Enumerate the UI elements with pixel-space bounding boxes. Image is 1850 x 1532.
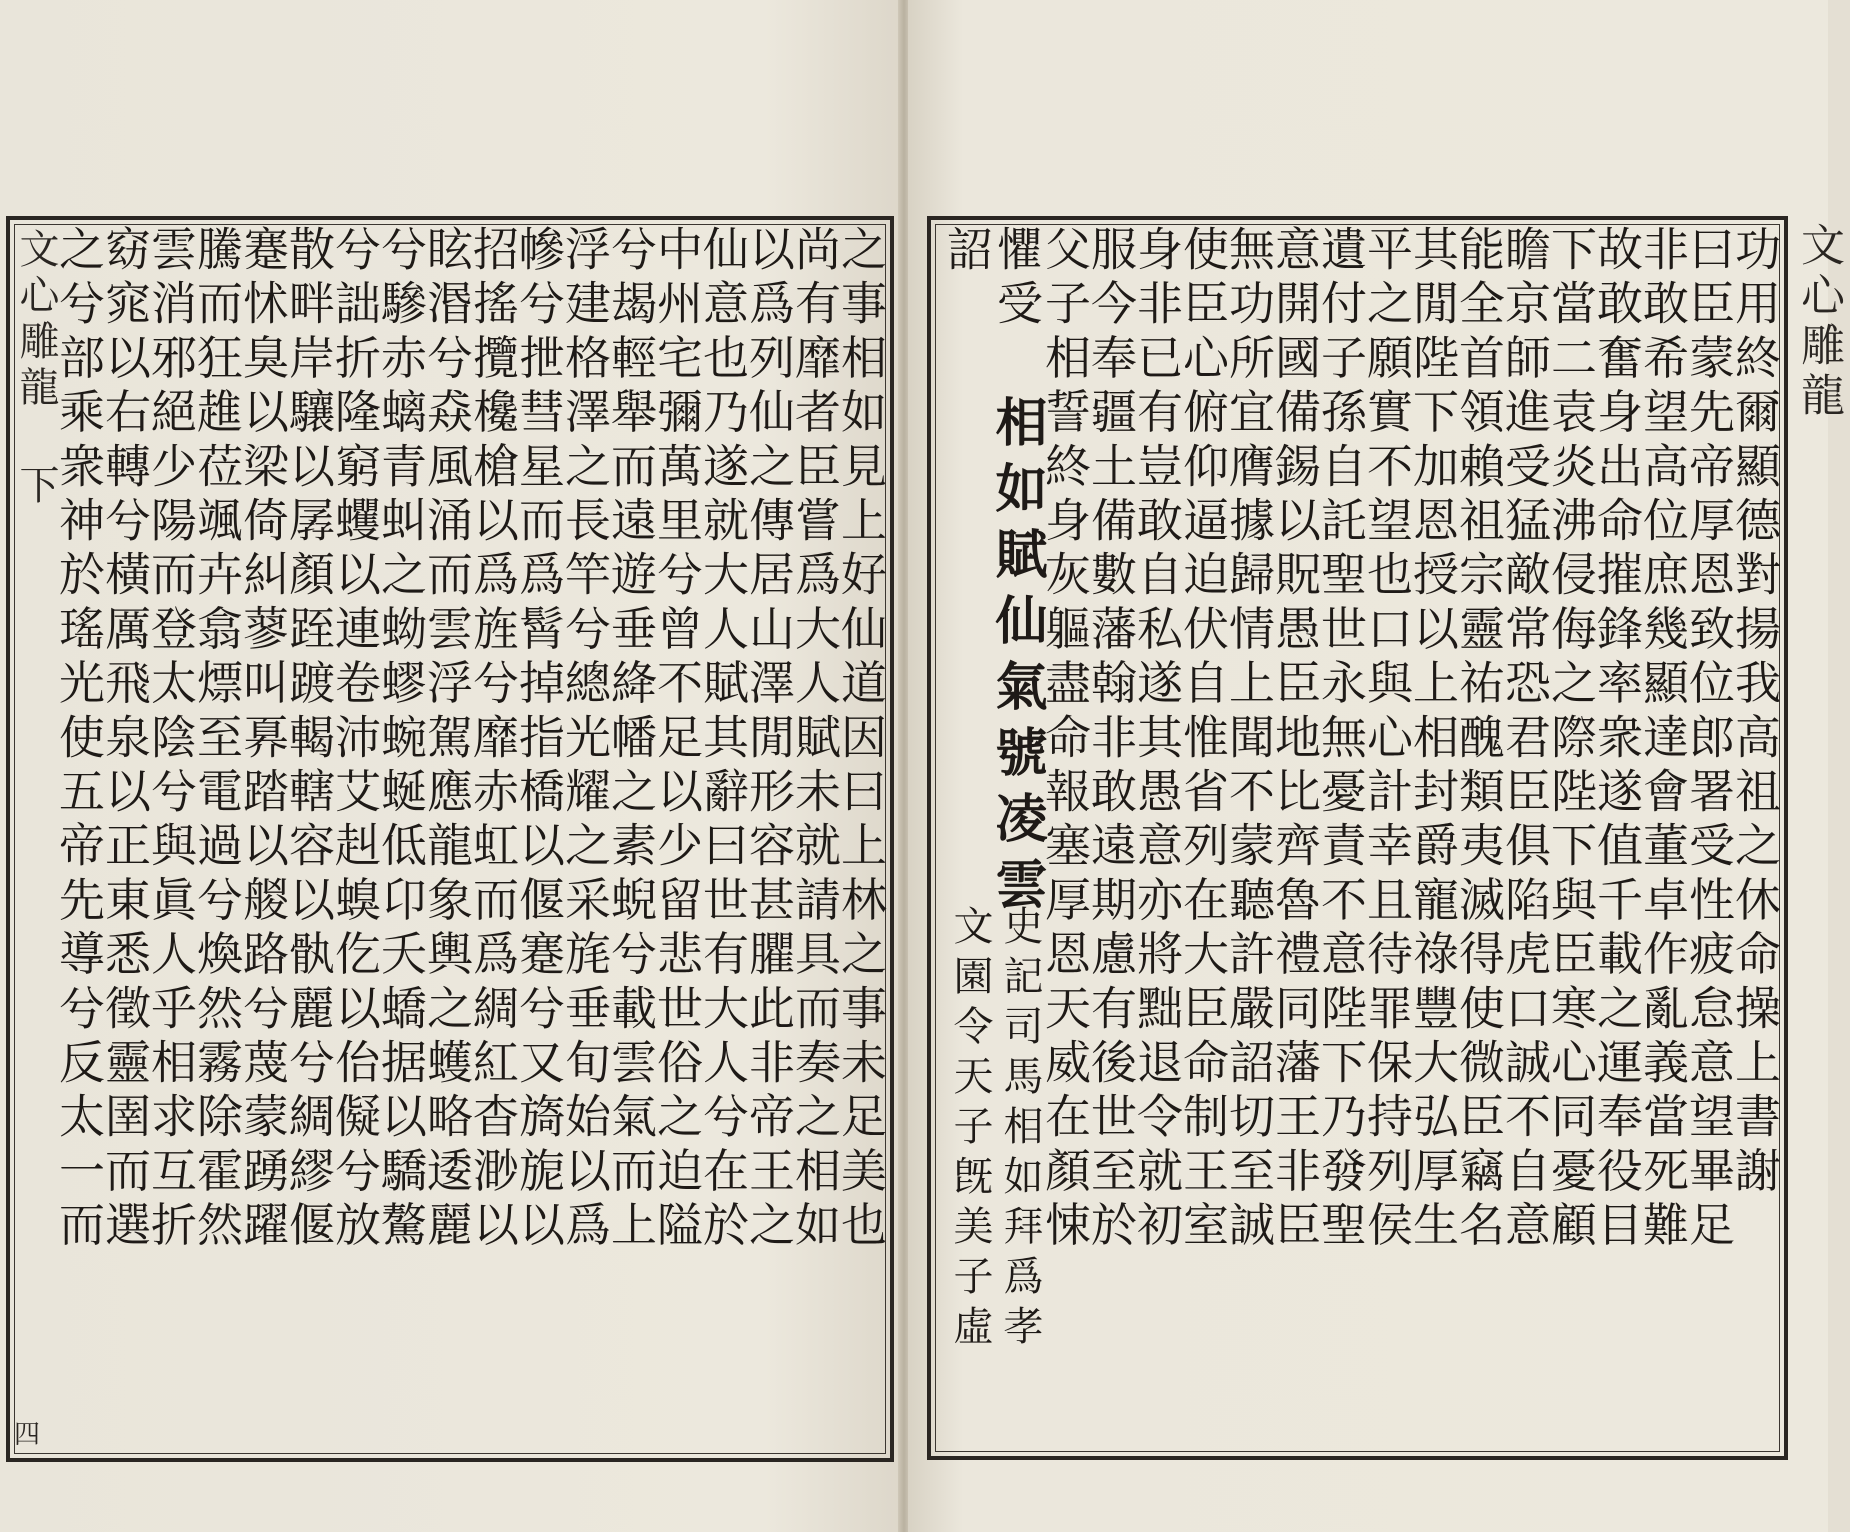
left-column: 之兮部乘衆神於瑤光使五帝先導兮反太一而: [52, 225, 106, 1255]
right-column: 身非已有豈敢自私遂其愚意亦將黜退令就初: [1130, 225, 1184, 1255]
left-column: 中州宅彌萬里兮曾不足以少留悲世俗之迫隘: [650, 225, 704, 1255]
right-column: 懼受: [990, 225, 1044, 334]
left-column: 幓兮抴彗星而爲髾掉指橋以偃蹇兮又旖旎以: [512, 225, 566, 1255]
left-column: 之事相如見上好仙道因曰上林之事未足美也: [834, 225, 888, 1255]
right-column: 使臣心俯仰逼迫伏自惟省列在大臣命制王室: [1176, 225, 1230, 1255]
left-column: 眩湣兮猋風涌而雲浮駕應龍象輿之蠖略逶麗: [420, 225, 474, 1255]
right-column: 下當二袁炎沸侵侮之際陛下與臣寒心同憂顧: [1544, 225, 1598, 1255]
right-column: 詔: [940, 225, 994, 280]
right-column: 服今奉疆土備數藩翰非敢遠期慮有後世至於: [1084, 225, 1138, 1255]
left-column: 仙意也乃遂就大人賦其辭曰世有大人兮在於: [696, 225, 750, 1255]
left-column: 兮詘折隆窮蠼以連卷沛艾赳螑仡以佁儗兮放: [328, 225, 382, 1255]
left-running-title: 文心雕龍 下: [13, 228, 59, 510]
right-column: 無功所宜膺據歸情上聞不蒙聽許嚴詔切至誠: [1222, 225, 1276, 1255]
right-column: 功用終爾顯德對揚我高祖之休命操上書謝: [1728, 225, 1782, 1201]
left-column: 雲消邪絕少陽而登太陰兮與眞人乎相求互折: [144, 225, 198, 1255]
left-column: 兮驂赤螭青虯之蚴蟉蜿蜒低卬夭蟜据以驕驁: [374, 225, 428, 1255]
commentary-note: 史記司馬相如拜爲孝: [997, 905, 1043, 1355]
right-column: 能全首領賴祖宗靈祐醜類夷滅得使微臣竊名: [1452, 225, 1506, 1255]
left-column: 浮建格澤之長竿兮總光耀之采旄垂旬始以爲: [558, 225, 612, 1255]
section-heading: 相如賦仙氣號凌雲: [986, 395, 1047, 923]
right-column: 意開國備錫以貺愚臣地比齊魯禮同藩王非臣: [1268, 225, 1322, 1255]
right-column: 曰臣蒙先帝厚恩致位郎署受性疲怠意望畢足: [1682, 225, 1736, 1255]
left-column: 尚有靡者臣嘗爲大人賦未就請具而奏之相如: [788, 225, 842, 1255]
right-column: 故敢奮身出命摧鋒率衆遂值千載之運奉役目: [1590, 225, 1644, 1255]
left-column: 窈窕以右轉兮橫厲飛泉以正東悉徵靈圉而選: [98, 225, 152, 1255]
commentary-note: 文園令天子旣美子虛: [947, 905, 993, 1355]
right-running-title: 文心雕龍: [1793, 222, 1844, 422]
right-column: 遺付子孫自託聖世永無憂責不意陛下乃發聖: [1314, 225, 1368, 1255]
right-column: 其閒陛下加恩授以上相封爵寵祿豐大弘厚生: [1406, 225, 1460, 1255]
right-column: 父子相誓終身灰軀盡命報塞厚恩天威在顏悚: [1038, 225, 1092, 1255]
page-number: 四: [14, 1420, 41, 1450]
left-column: 兮朅輕舉而遠遊垂絳幡之素蜺兮載雲氣而上: [604, 225, 658, 1255]
right-column: 非敢希望高位庶幾顯達會董卓作亂義當死難: [1636, 225, 1690, 1255]
left-column: 招搖攬欃槍以爲旌兮靡赤虹而爲綢紅杳渺以: [466, 225, 520, 1255]
left-column: 散畔岸驤以孱顏跮踱輵轄容以骫麗兮綢繆偃: [282, 225, 336, 1255]
right-column: 瞻京師進受猛敵常恐君臣俱陷虎口誠不自意: [1498, 225, 1552, 1255]
left-column: 蹇怵臭以梁倚糾蓼叫奡踏以艐路兮蔑蒙踴躍: [236, 225, 290, 1255]
left-column: 以爲列仙之傳居山澤閒形容甚臞此非帝王之: [742, 225, 796, 1255]
right-column: 平之願實不望也口與心計幸且待罪保持列侯: [1360, 225, 1414, 1255]
left-column: 騰而狂趡莅颯卉翕熛至電過兮煥然霧除霍然: [190, 225, 244, 1255]
